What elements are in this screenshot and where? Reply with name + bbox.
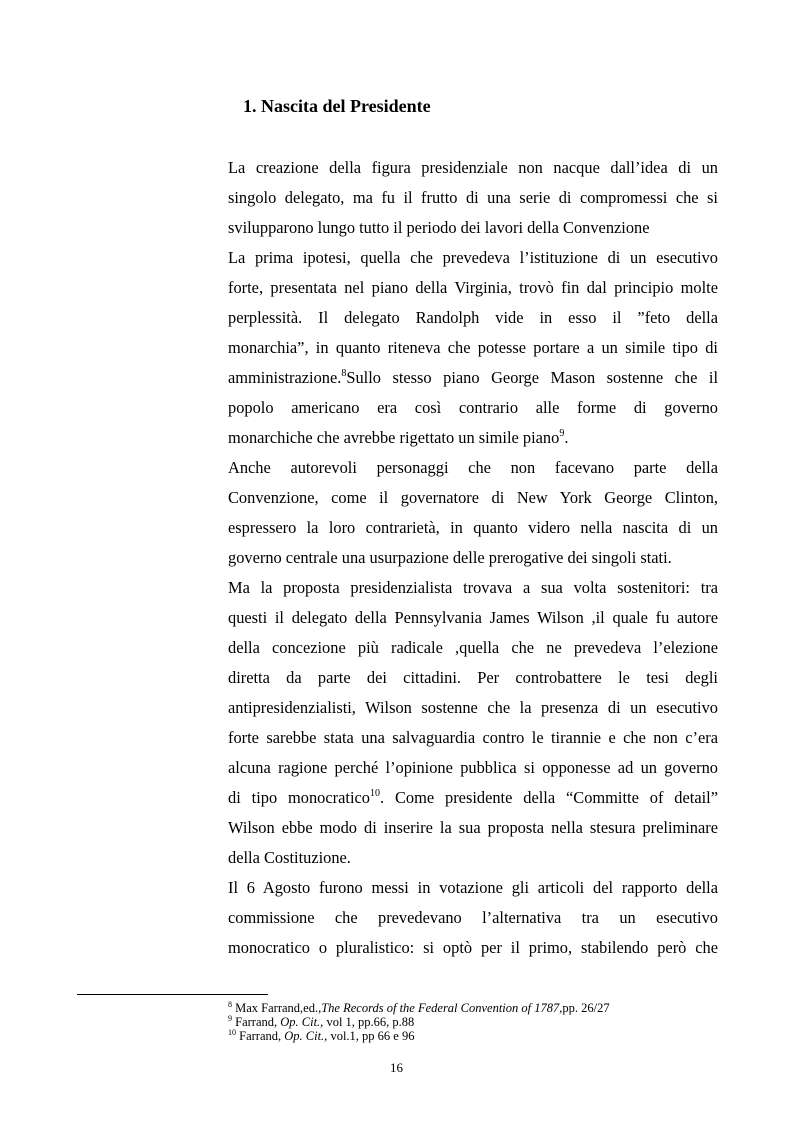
footnote-title: Op. Cit., [280, 1015, 324, 1029]
body-line [228, 903, 718, 933]
body-line [228, 663, 718, 693]
line-text-after: Sullo stesso piano George Mason sostenne che il [346, 368, 718, 387]
body-line [228, 573, 718, 603]
footnote-number: 8 [228, 1000, 232, 1009]
footnote-pages: vol 1, pp.66, p.88 [323, 1015, 415, 1029]
footnote-text: Farrand, [232, 1015, 281, 1029]
page-number: 16 [390, 1060, 403, 1075]
line-text: monarchiche che avrebbe rigettato un simile piano [228, 428, 560, 447]
footnotes [228, 1001, 718, 1043]
line-text: La creazione della figura presidenziale non nacque dall’idea di un [228, 158, 718, 177]
body-line [228, 603, 718, 633]
body-line [228, 513, 718, 543]
line-text: perplessità. Il delegato Randolph vide in esso il ”feto della [228, 308, 718, 327]
body-text [228, 153, 718, 963]
line-text: Wilson ebbe modo di inserire la sua proposta nella stesura preliminare [228, 818, 718, 837]
line-text-after: . Come presidente della “Committe of detail” [379, 788, 718, 807]
line-text: della concezione più radicale ,quella che ne prevedeva l’elezione [228, 638, 718, 657]
line-text: Convenzione, come il governatore di New York George Clinton, [228, 488, 718, 507]
footnote-ref: 8 [341, 368, 347, 379]
line-text: antipresidenzialisti, Wilson sostenne che la presenza di un esecutivo [228, 698, 718, 717]
footnote-title: The Records of the Federal Convention of 1787 [321, 1001, 560, 1015]
line-text: questi il delegato della Pennsylvania James Wilson ,il quale fu autore [228, 608, 718, 627]
body-line [228, 783, 718, 813]
body-line [228, 213, 718, 243]
line-text: monocratico o pluralistico: si optò per il primo, stabilendo però che [228, 938, 718, 957]
body-line [228, 723, 718, 753]
body-line [228, 183, 718, 213]
line-text: Il 6 Agosto furono messi in votazione gli articoli del rapporto della [228, 878, 718, 897]
line-text: diretta da parte dei cittadini. Per controbattere le tesi degli [228, 668, 718, 687]
body-line [228, 333, 718, 363]
line-text: popolo americano era così contrario alle forme di governo [228, 398, 718, 417]
footnote-separator [77, 994, 268, 995]
body-line [228, 483, 718, 513]
body-line [228, 243, 718, 273]
body-line [228, 153, 718, 183]
footnote-text: Farrand, [236, 1029, 285, 1043]
body-line [228, 423, 718, 453]
footnote-number: 9 [228, 1014, 232, 1023]
footnote-title: Op. Cit., [284, 1029, 328, 1043]
body-line [228, 933, 718, 963]
line-text: amministrazione. [228, 368, 342, 387]
body-line [228, 363, 718, 393]
line-text: svilupparono lungo tutto il periodo dei lavori della Convenzione [228, 218, 650, 237]
line-text: Ma la proposta presidenzialista trovava a sua volta sostenitori: tra [228, 578, 718, 597]
body-line [228, 753, 718, 783]
line-text: commissione che prevedevano l’alternativa tra un esecutivo [228, 908, 718, 927]
footnote [228, 1015, 718, 1029]
footnote [228, 1001, 718, 1015]
footnote-pages: vol.1, pp 66 e 96 [327, 1029, 415, 1043]
footnote [228, 1029, 718, 1043]
footnote-number: 10 [228, 1028, 236, 1037]
line-text: governo centrale una usurpazione delle prerogative dei singoli stati. [228, 548, 672, 567]
section-heading: 1. Nascita del Presidente [243, 96, 431, 116]
body-line [228, 843, 718, 873]
body-line [228, 543, 718, 573]
body-line [228, 303, 718, 333]
line-text: monarchia”, in quanto riteneva che potesse portare a un simile tipo di [228, 338, 718, 357]
body-line [228, 813, 718, 843]
line-text: forte sarebbe stata una salvaguardia contro le tirannie e che non c’era [228, 728, 718, 747]
line-text: forte, presentata nel piano della Virginia, trovò fin dal principio molte [228, 278, 718, 297]
footnote-text: Max Farrand,ed., [232, 1001, 322, 1015]
footnote-pages: ,pp. 26/27 [559, 1001, 610, 1015]
line-text: della Costituzione. [228, 848, 351, 867]
line-text: singolo delegato, ma fu il frutto di una serie di compromessi che si [228, 188, 718, 207]
line-text: espressero la loro contrarietà, in quanto videro nella nascita di un [228, 518, 718, 537]
line-text: La prima ipotesi, quella che prevedeva l’istituzione di un esecutivo [228, 248, 718, 267]
footnote-ref: 9 [559, 428, 565, 439]
body-line [228, 693, 718, 723]
body-line [228, 453, 718, 483]
line-text: Anche autorevoli personaggi che non facevano parte della [228, 458, 718, 477]
body-line [228, 873, 718, 903]
line-text: alcuna ragione perché l’opinione pubblica si opponesse ad un governo [228, 758, 718, 777]
body-line [228, 633, 718, 663]
line-text: di tipo monocratico [228, 788, 370, 807]
footnote-ref: 10 [369, 788, 380, 799]
body-line [228, 393, 718, 423]
body-line [228, 273, 718, 303]
line-text-after: . [564, 428, 569, 447]
